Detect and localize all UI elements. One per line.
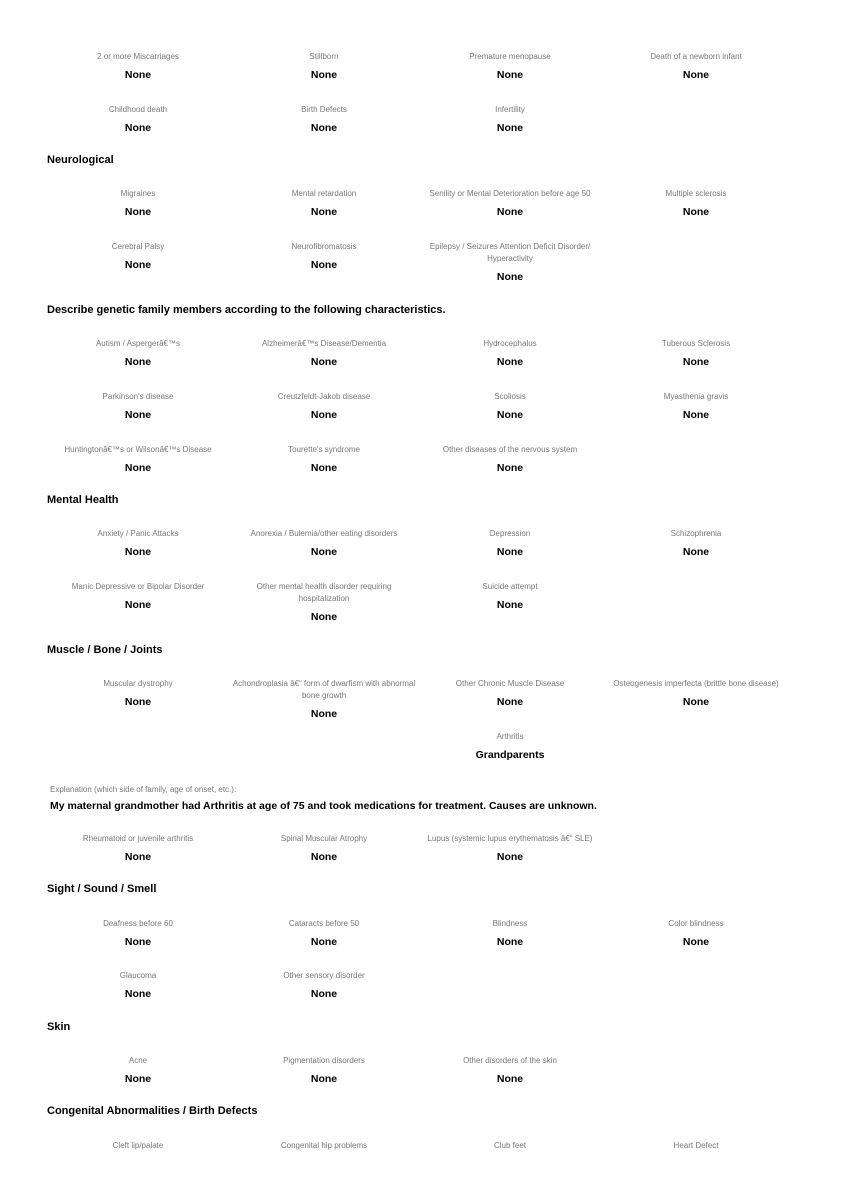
field-value: None bbox=[124, 851, 152, 863]
field-label: Anorexia / Bulemia/other eating disorders bbox=[250, 529, 398, 538]
field-value: None bbox=[682, 356, 710, 368]
field-tuberous-sclerosis bbox=[603, 338, 789, 369]
field-label: Club feet bbox=[493, 1141, 527, 1150]
field-value: None bbox=[124, 599, 152, 611]
field-migraines bbox=[45, 188, 231, 219]
field-cerebral-palsy bbox=[45, 241, 231, 272]
field-alzheimers bbox=[231, 338, 417, 369]
field-value: None bbox=[310, 462, 338, 474]
field-label: Other diseases of the nervous system bbox=[442, 445, 578, 454]
field-glaucoma bbox=[45, 970, 231, 1001]
field-parkinsons bbox=[45, 391, 231, 422]
field-label: Heart Defect bbox=[673, 1141, 719, 1150]
field-label: Epilepsy / Seizures Attention Deficit Disorder/ Hyperactivity bbox=[429, 242, 591, 263]
field-birth-defects bbox=[231, 104, 417, 135]
field-scoliosis bbox=[417, 391, 603, 422]
field-cleft-lip-palate bbox=[45, 1140, 231, 1152]
field-label: Congenital hip problems bbox=[280, 1141, 368, 1150]
field-epilepsy-adhd bbox=[417, 241, 603, 284]
explanation-label: Explanation (which side of family, age of onset, etc.): bbox=[50, 785, 237, 794]
field-value: None bbox=[496, 696, 524, 708]
section-heading-neurological: Neurological bbox=[47, 154, 114, 166]
section-heading-muscle-bone-joints: Muscle / Bone / Joints bbox=[47, 644, 163, 656]
field-value: None bbox=[496, 462, 524, 474]
field-huntingtons-wilsons bbox=[45, 444, 231, 475]
field-stillborn bbox=[231, 51, 417, 82]
field-value: None bbox=[310, 122, 338, 134]
field-other-chronic-muscle bbox=[417, 678, 603, 709]
field-label: Other mental health disorder requiring hospitalization bbox=[256, 582, 392, 603]
field-value: None bbox=[310, 206, 338, 218]
field-neurofibromatosis bbox=[231, 241, 417, 272]
field-value: None bbox=[124, 259, 152, 271]
field-value: None bbox=[124, 1073, 152, 1085]
field-label: Cleft lip/palate bbox=[112, 1141, 164, 1150]
field-value: None bbox=[124, 696, 152, 708]
field-label: Deafness before 60 bbox=[103, 919, 173, 928]
explanation-text: My maternal grandmother had Arthritis at age of 75 and took medications for treatment. Causes are unknown. bbox=[50, 800, 597, 812]
field-cataracts bbox=[231, 918, 417, 949]
field-color-blindness bbox=[603, 918, 789, 949]
field-label: Other sensory disorder bbox=[283, 971, 365, 980]
field-lupus bbox=[417, 833, 603, 864]
field-label: Scoliosis bbox=[494, 392, 526, 401]
field-acne bbox=[45, 1055, 231, 1086]
field-value: None bbox=[310, 708, 338, 720]
field-blindness bbox=[417, 918, 603, 949]
field-value: None bbox=[124, 122, 152, 134]
section-heading-sight-sound-smell: Sight / Sound / Smell bbox=[47, 883, 157, 895]
section-heading-genetic: Describe genetic family members according to the following characteristics. bbox=[47, 304, 446, 316]
field-label: 2 or more Miscarriages bbox=[97, 52, 179, 61]
field-other-skin bbox=[417, 1055, 603, 1086]
field-senility bbox=[417, 188, 603, 219]
field-value: None bbox=[310, 1073, 338, 1085]
field-value: None bbox=[310, 356, 338, 368]
field-other-nervous bbox=[417, 444, 603, 475]
field-value: None bbox=[310, 69, 338, 81]
field-label: Cerebral Palsy bbox=[111, 242, 165, 251]
field-osteogenesis-imperfecta bbox=[603, 678, 789, 709]
field-value: None bbox=[496, 271, 524, 283]
section-heading-skin: Skin bbox=[47, 1021, 71, 1033]
field-value: None bbox=[310, 988, 338, 1000]
field-label: Lupus (systemic lupus erythematosis â€“ SLE) bbox=[427, 834, 593, 843]
field-childhood-death bbox=[45, 104, 231, 135]
field-hydrocephalus bbox=[417, 338, 603, 369]
field-label: Migraines bbox=[120, 189, 156, 198]
field-spinal-muscular-atrophy bbox=[231, 833, 417, 864]
field-myasthenia-gravis bbox=[603, 391, 789, 422]
field-value: Grandparents bbox=[475, 749, 545, 761]
field-label: Cataracts before 50 bbox=[288, 919, 360, 928]
field-value: None bbox=[496, 851, 524, 863]
field-deafness bbox=[45, 918, 231, 949]
field-value: None bbox=[124, 69, 152, 81]
field-rheumatoid-arthritis bbox=[45, 833, 231, 864]
field-depression bbox=[417, 528, 603, 559]
field-value: None bbox=[310, 409, 338, 421]
field-label: Tuberous Sclerosis bbox=[661, 339, 731, 348]
field-value: None bbox=[682, 936, 710, 948]
field-label: Infertility bbox=[495, 105, 525, 114]
field-value: None bbox=[496, 546, 524, 558]
field-label: Neurofibromatosis bbox=[291, 242, 357, 251]
field-label: Childhood death bbox=[108, 105, 168, 114]
field-multiple-sclerosis bbox=[603, 188, 789, 219]
field-value: None bbox=[310, 936, 338, 948]
field-achondroplasia bbox=[231, 678, 417, 721]
field-other-sensory bbox=[231, 970, 417, 1001]
field-value: None bbox=[124, 988, 152, 1000]
field-label: Schizophrenia bbox=[670, 529, 722, 538]
field-bipolar bbox=[45, 581, 231, 612]
field-label: Birth Defects bbox=[301, 105, 347, 114]
field-label: Senility or Mental Deterioration before age 50 bbox=[429, 189, 591, 198]
field-value: None bbox=[496, 356, 524, 368]
field-label: Parkinson's disease bbox=[102, 392, 174, 401]
field-label: Multiple sclerosis bbox=[665, 189, 727, 198]
field-tourettes bbox=[231, 444, 417, 475]
field-label: Anxiety / Panic Attacks bbox=[97, 529, 179, 538]
field-label: Muscular dystrophy bbox=[103, 679, 173, 688]
field-eating-disorders bbox=[231, 528, 417, 559]
field-value: None bbox=[682, 546, 710, 558]
field-value: None bbox=[496, 1073, 524, 1085]
field-value: None bbox=[496, 206, 524, 218]
field-value: None bbox=[124, 546, 152, 558]
field-congenital-hip bbox=[231, 1140, 417, 1152]
field-value: None bbox=[682, 69, 710, 81]
field-label: Other Chronic Muscle Disease bbox=[455, 679, 565, 688]
field-value: None bbox=[124, 206, 152, 218]
field-club-feet bbox=[417, 1140, 603, 1152]
field-value: None bbox=[496, 409, 524, 421]
field-suicide-attempt bbox=[417, 581, 603, 612]
field-anxiety bbox=[45, 528, 231, 559]
section-heading-congenital: Congenital Abnormalities / Birth Defects bbox=[47, 1105, 258, 1117]
field-label: Spinal Muscular Atrophy bbox=[280, 834, 368, 843]
field-infertility bbox=[417, 104, 603, 135]
field-label: Blindness bbox=[492, 919, 528, 928]
field-label: Osteogenesis imperfecta (brittle bone disease) bbox=[613, 679, 779, 688]
field-creutzfeldt-jakob bbox=[231, 391, 417, 422]
field-pigmentation bbox=[231, 1055, 417, 1086]
field-premature-menopause bbox=[417, 51, 603, 82]
field-value: None bbox=[496, 936, 524, 948]
field-label: Creutzfeldt-Jakob disease bbox=[277, 392, 371, 401]
field-value: None bbox=[310, 611, 338, 623]
field-label: Autism / Aspergerâ€™s bbox=[95, 339, 181, 348]
field-label: Color blindness bbox=[668, 919, 724, 928]
field-value: None bbox=[310, 546, 338, 558]
field-value: None bbox=[682, 696, 710, 708]
field-label: Huntingtonâ€™s or Wilsonâ€™s Disease bbox=[64, 445, 212, 454]
field-label: Hydrocephalus bbox=[483, 339, 537, 348]
field-label: Alzheimerâ€™s Disease/Dementia bbox=[261, 339, 387, 348]
field-heart-defect bbox=[603, 1140, 789, 1152]
field-label: Mental retardation bbox=[291, 189, 357, 198]
field-value: None bbox=[124, 936, 152, 948]
field-value: None bbox=[310, 851, 338, 863]
field-label: Death of a newborn infant bbox=[650, 52, 742, 61]
field-label: Achondroplasia â€“ form of dwarfism with abnormal bone growth bbox=[232, 679, 416, 700]
field-other-mental-hospitalization bbox=[231, 581, 417, 624]
field-mental-retardation bbox=[231, 188, 417, 219]
field-schizophrenia bbox=[603, 528, 789, 559]
field-value: None bbox=[496, 599, 524, 611]
field-value: None bbox=[124, 462, 152, 474]
field-label: Glaucoma bbox=[119, 971, 157, 980]
field-label: Suicide attempt bbox=[482, 582, 538, 591]
field-autism bbox=[45, 338, 231, 369]
field-label: Rheumatoid or juvenile arthritis bbox=[82, 834, 194, 843]
field-label: Other disorders of the skin bbox=[463, 1056, 557, 1065]
field-label: Acne bbox=[128, 1056, 148, 1065]
field-label: Myasthenia gravis bbox=[663, 392, 729, 401]
field-label: Premature menopause bbox=[469, 52, 551, 61]
field-value: None bbox=[310, 259, 338, 271]
field-label: Pigmentation disorders bbox=[283, 1056, 365, 1065]
field-value: None bbox=[496, 122, 524, 134]
field-label: Depression bbox=[489, 529, 531, 538]
field-arthritis bbox=[417, 731, 603, 762]
field-value: None bbox=[682, 206, 710, 218]
field-value: None bbox=[124, 356, 152, 368]
field-label: Tourette's syndrome bbox=[288, 445, 360, 454]
section-heading-mental-health: Mental Health bbox=[47, 494, 119, 506]
field-value: None bbox=[496, 69, 524, 81]
field-label: Stillborn bbox=[309, 52, 339, 61]
field-label: Arthritis bbox=[496, 732, 524, 741]
field-miscarriages bbox=[45, 51, 231, 82]
field-muscular-dystrophy bbox=[45, 678, 231, 709]
field-newborn-death bbox=[603, 51, 789, 82]
field-value: None bbox=[682, 409, 710, 421]
field-label: Manic Depressive or Bipolar Disorder bbox=[71, 582, 205, 591]
field-value: None bbox=[124, 409, 152, 421]
